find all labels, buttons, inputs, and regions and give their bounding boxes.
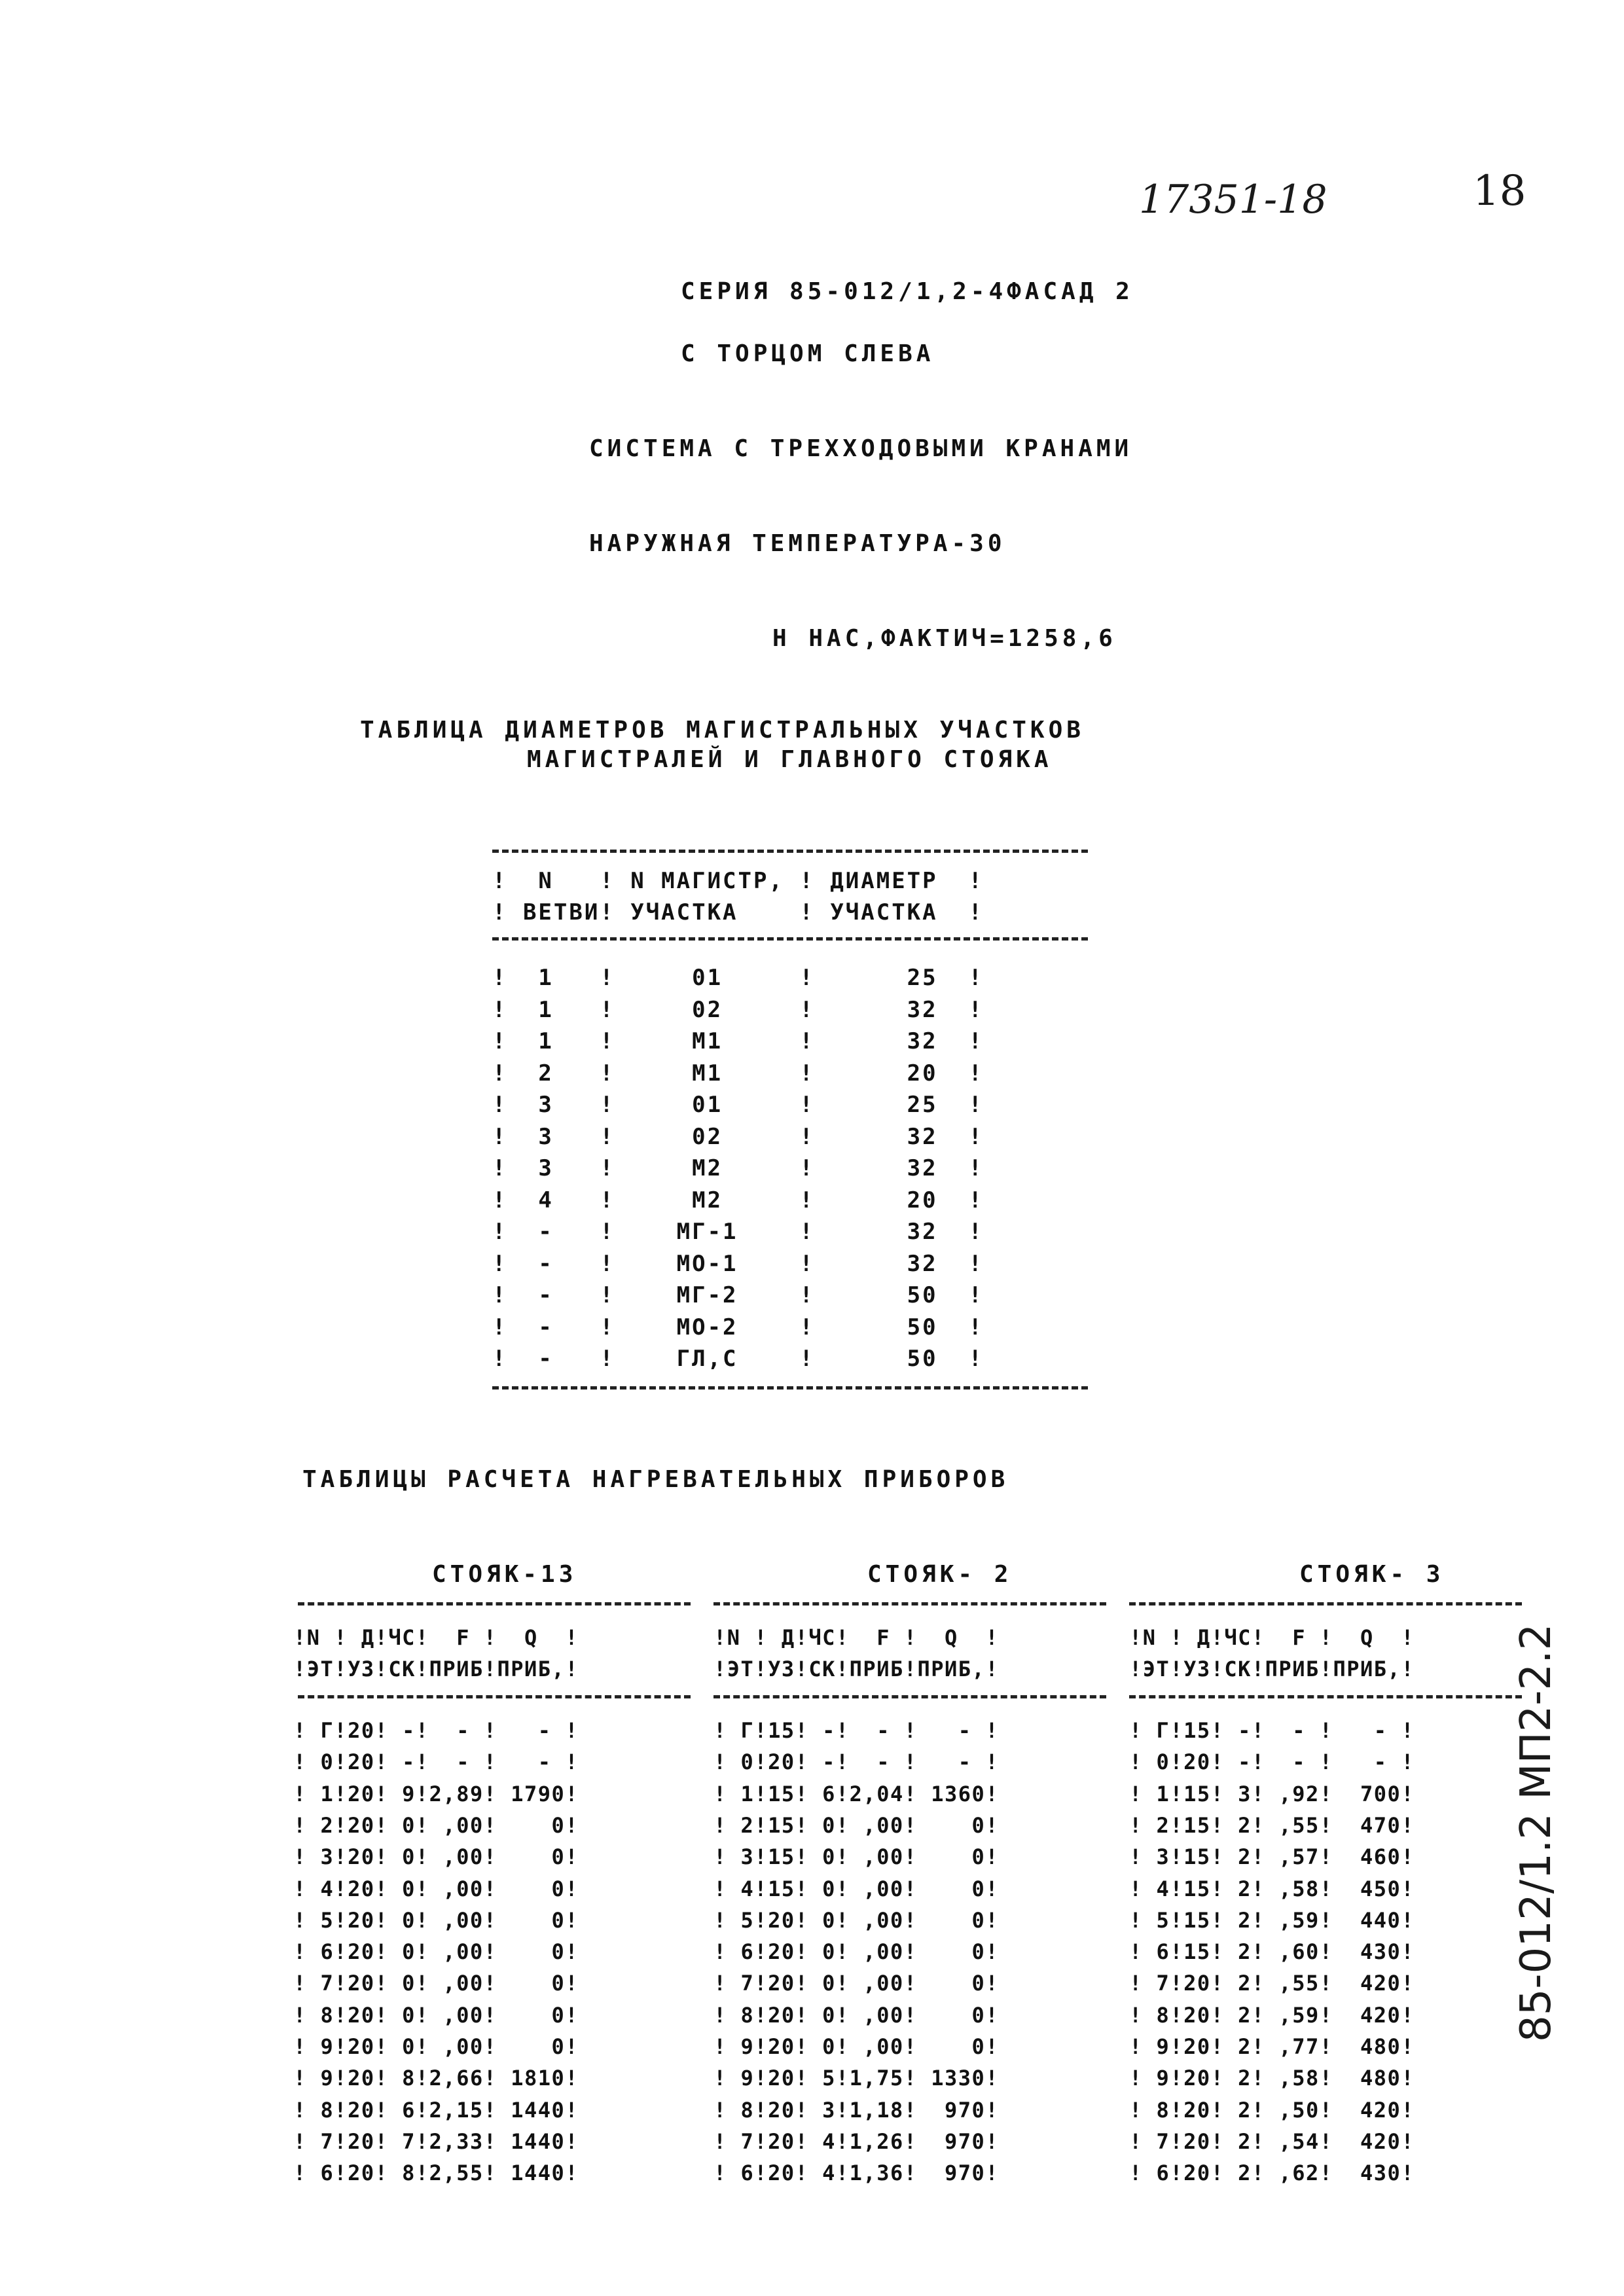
riser-2-top-border [713, 1602, 1106, 1605]
table-row: ! 7!20! 2! ,54! 420! [1129, 2128, 1415, 2154]
table-row: ! 5!15! 2! ,59! 440! [1129, 1907, 1415, 1933]
diameters-table-subtitle: МАГИСТРАЛЕЙ И ГЛАВНОГО СТОЯКА [527, 746, 1053, 773]
table-row: ! 3 ! 02 ! 32 ! [492, 1123, 984, 1150]
table-row: ! 1!15! 6!2,04! 1360! [713, 1781, 1000, 1806]
riser-13-header-border [298, 1695, 691, 1698]
page-number: 18 [1473, 167, 1526, 215]
table-row: ! 3 ! 01 ! 25 ! [492, 1092, 984, 1118]
diameters-header-row-1: ! N ! N МАГИСТР, ! ДИАМЕТР ! [492, 868, 984, 894]
document-number: 17351-18 [1139, 177, 1327, 223]
table-row: ! 6!20! 8!2,55! 1440! [293, 2161, 579, 2186]
table-row: ! Г!15! -! - ! - ! [1129, 1718, 1415, 1743]
table-row: ! 8!20! 0! ,00! 0! [293, 2002, 579, 2028]
table-row: ! 3!20! 0! ,00! 0! [293, 1844, 579, 1870]
riser-13-header-2: !ЭТ!УЗ!СК!ПРИБ!ПРИБ,! [293, 1657, 579, 1681]
table-row: ! 9!20! 0! ,00! 0! [293, 2034, 579, 2059]
table-row: ! - ! МО-1 ! 32 ! [492, 1250, 984, 1277]
table-row: ! 2!20! 0! ,00! 0! [293, 1812, 579, 1838]
table-row: ! 1!15! 3! ,92! 700! [1129, 1781, 1415, 1806]
table-row: ! 9!20! 2! ,58! 480! [1129, 2066, 1415, 2091]
table-border-header [492, 937, 1088, 941]
table-row: ! 3!15! 2! ,57! 460! [1129, 1844, 1415, 1870]
table-row: ! 1 ! М1 ! 32 ! [492, 1028, 984, 1054]
riser-13-top-border [298, 1602, 691, 1605]
table-row: ! 6!20! 0! ,00! 0! [293, 1939, 579, 1965]
table-row: ! - ! МГ-2 ! 50 ! [492, 1282, 984, 1308]
facade-line: С ТОРЦОМ СЛЕВА [681, 340, 935, 367]
table-row: ! 8!20! 0! ,00! 0! [713, 2002, 1000, 2028]
table-row: ! 3!15! 0! ,00! 0! [713, 1844, 1000, 1870]
table-row: ! 4!15! 0! ,00! 0! [713, 1876, 1000, 1901]
table-row: ! - ! ГЛ,С ! 50 ! [492, 1346, 984, 1372]
table-row: ! 2!15! 0! ,00! 0! [713, 1812, 1000, 1838]
table-row: ! 2!15! 2! ,55! 470! [1129, 1812, 1415, 1838]
riser-3-header-2: !ЭТ!УЗ!СК!ПРИБ!ПРИБ,! [1129, 1657, 1415, 1681]
table-row: ! - ! МО-2 ! 50 ! [492, 1314, 984, 1340]
table-row: ! 6!20! 4!1,36! 970! [713, 2161, 1000, 2186]
riser-3-label: СТОЯК- 3 [1299, 1561, 1445, 1588]
pressure-line: Н НАС,ФАКТИЧ=1258,6 [772, 625, 1117, 652]
diameters-header-row-2: ! ВЕТВИ! УЧАСТКА ! УЧАСТКА ! [492, 899, 984, 925]
riser-2-header-1: !N ! Д!ЧС! F ! Q ! [713, 1625, 1000, 1650]
series-line: СЕРИЯ 85-012/1,2-4ФАСАД 2 [681, 278, 1134, 305]
table-row: ! - ! МГ-1 ! 32 ! [492, 1219, 984, 1245]
table-row: ! 8!20! 3!1,18! 970! [713, 2097, 1000, 2123]
riser-2-label: СТОЯК- 2 [867, 1561, 1013, 1588]
table-row: ! 9!20! 8!2,66! 1810! [293, 2066, 579, 2091]
table-row: ! 3 ! М2 ! 32 ! [492, 1155, 984, 1181]
table-row: ! 4!20! 0! ,00! 0! [293, 1876, 579, 1901]
riser-2-header-border [713, 1695, 1106, 1698]
table-row: ! 7!20! 0! ,00! 0! [293, 1971, 579, 1996]
table-row: ! 6!20! 0! ,00! 0! [713, 1939, 1000, 1965]
table-row: ! 2 ! М1 ! 20 ! [492, 1060, 984, 1086]
riser-2-header-2: !ЭТ!УЗ!СК!ПРИБ!ПРИБ,! [713, 1657, 1000, 1681]
table-row: ! 1!20! 9!2,89! 1790! [293, 1781, 579, 1806]
table-row: ! 1 ! 01 ! 25 ! [492, 965, 984, 991]
table-row: ! 7!20! 7!2,33! 1440! [293, 2128, 579, 2154]
table-row: ! 8!20! 2! ,59! 420! [1129, 2002, 1415, 2028]
table-row: ! 7!20! 0! ,00! 0! [713, 1971, 1000, 1996]
table-row: ! 4!15! 2! ,58! 450! [1129, 1876, 1415, 1901]
riser-3-header-1: !N ! Д!ЧС! F ! Q ! [1129, 1625, 1415, 1650]
table-row: ! 5!20! 0! ,00! 0! [713, 1907, 1000, 1933]
table-row: ! 9!20! 5!1,75! 1330! [713, 2066, 1000, 2091]
riser-13-header-1: !N ! Д!ЧС! F ! Q ! [293, 1625, 579, 1650]
table-row: ! 5!20! 0! ,00! 0! [293, 1907, 579, 1933]
diameters-table-title: ТАБЛИЦА ДИАМЕТРОВ МАГИСТРАЛЬНЫХ УЧАСТКОВ [360, 717, 1085, 744]
table-row: ! 8!20! 2! ,50! 420! [1129, 2097, 1415, 2123]
system-line: СИСТЕМА С ТРЕХХОДОВЫМИ КРАНАМИ [589, 435, 1133, 462]
table-row: ! 9!20! 0! ,00! 0! [713, 2034, 1000, 2059]
side-stamp: 85-012/1.2 МП2-2.2 [1512, 1623, 1561, 2042]
table-row: ! 9!20! 2! ,77! 480! [1129, 2034, 1415, 2059]
table-row: ! 6!15! 2! ,60! 430! [1129, 1939, 1415, 1965]
table-row: ! 6!20! 2! ,62! 430! [1129, 2161, 1415, 2186]
table-row: ! 4 ! М2 ! 20 ! [492, 1187, 984, 1213]
table-row: ! Г!15! -! - ! - ! [713, 1718, 1000, 1743]
table-row: ! 0!20! -! - ! - ! [293, 1749, 579, 1775]
table-row: ! 0!20! -! - ! - ! [1129, 1749, 1415, 1775]
table-row: ! 1 ! 02 ! 32 ! [492, 996, 984, 1023]
table-border-top [492, 850, 1088, 853]
riser-3-header-border [1129, 1695, 1522, 1698]
table-row: ! 7!20! 4!1,26! 970! [713, 2128, 1000, 2154]
riser-3-top-border [1129, 1602, 1522, 1605]
outdoor-temp-line: НАРУЖНАЯ ТЕМПЕРАТУРА-30 [589, 530, 1006, 557]
table-row: ! 7!20! 2! ,55! 420! [1129, 1971, 1415, 1996]
heating-tables-title: ТАБЛИЦЫ РАСЧЕТА НАГРЕВАТЕЛЬНЫХ ПРИБОРОВ [302, 1466, 1009, 1493]
riser-13-label: СТОЯК-13 [432, 1561, 577, 1588]
table-border-bottom [492, 1386, 1088, 1390]
table-row: ! 8!20! 6!2,15! 1440! [293, 2097, 579, 2123]
table-row: ! 0!20! -! - ! - ! [713, 1749, 1000, 1775]
table-row: ! Г!20! -! - ! - ! [293, 1718, 579, 1743]
